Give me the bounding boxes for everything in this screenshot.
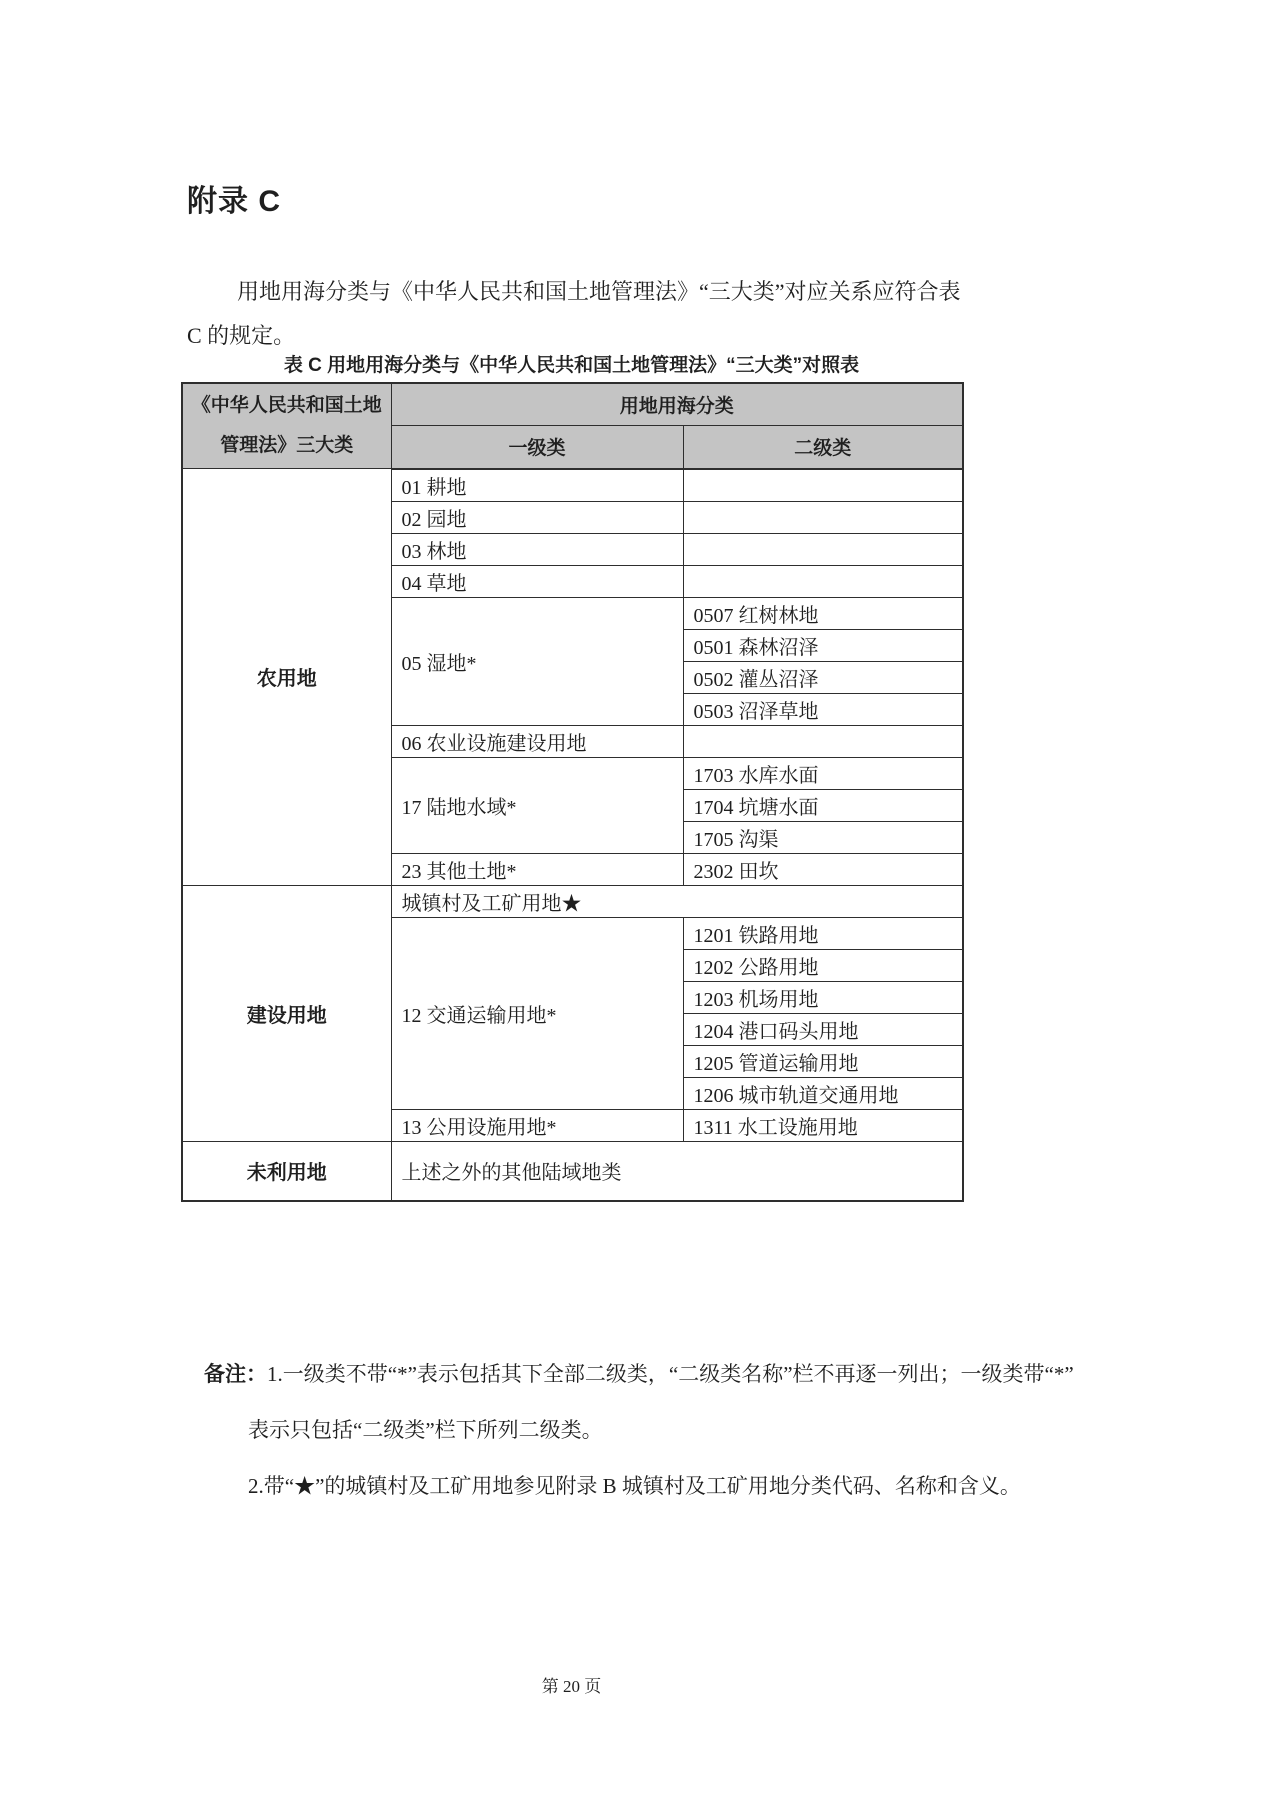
secondary-class-cell: 1203 机场用地 [683,981,963,1013]
category-cell-unused: 未利用地 [182,1141,391,1201]
intro-line-2: C 的规定。 [187,323,296,348]
secondary-class-cell: 1311 水工设施用地 [683,1109,963,1141]
secondary-class-cell-empty [683,533,963,565]
primary-class-cell: 17 陆地水域* [391,757,683,853]
note-line-2: 表示只包括“二级类”栏下所列二级类。 [248,1418,603,1442]
comparison-table [181,382,964,1202]
secondary-class-cell: 0507 红树林地 [683,597,963,629]
secondary-class-cell-empty [683,469,963,502]
primary-class-cell: 03 林地 [391,533,683,565]
secondary-class-cell: 0502 灌丛沼泽 [683,661,963,693]
category-cell-construction: 建设用地 [182,885,391,1141]
intro-line-1: 用地用海分类与《中华人民共和国土地管理法》“三大类”对应关系应符合表 [237,279,961,304]
primary-class-cell: 06 农业设施建设用地 [391,725,683,757]
secondary-class-cell: 1204 港口码头用地 [683,1013,963,1045]
table-row [182,1141,963,1201]
note-line-1-text: 1.一级类不带“*”表示包括其下全部二级类，“二级类名称”栏不再逐一列出；一级类带“*” [267,1362,1074,1386]
header-cell-three-categories: 《中华人民共和国土地管理法》三大类 [182,383,391,469]
primary-class-cell: 01 耕地 [391,469,683,502]
table-header-row-1 [182,383,963,426]
secondary-class-cell: 1705 沟渠 [683,821,963,853]
header-cell-secondary-class: 二级类 [683,426,963,469]
secondary-class-cell-empty [683,501,963,533]
secondary-class-cell: 1201 铁路用地 [683,917,963,949]
page-number: 第 20 页 [541,1677,602,1696]
unused-content-cell: 上述之外的其他陆域地类 [391,1141,963,1201]
table-row [182,469,963,502]
intro-paragraph [187,270,997,358]
note-line-1 [204,1358,1074,1390]
table-row [182,885,963,917]
notes-label: 备注： [204,1362,267,1386]
secondary-class-cell: 1704 坑塘水面 [683,789,963,821]
header-cell-primary-class: 一级类 [391,426,683,469]
secondary-class-cell: 1202 公路用地 [683,949,963,981]
secondary-class-cell: 1703 水库水面 [683,757,963,789]
primary-class-cell: 12 交通运输用地* [391,917,683,1109]
primary-class-cell-urban: 城镇村及工矿用地★ [391,885,963,917]
category-cell-agricultural: 农用地 [182,469,391,886]
secondary-class-cell: 0503 沼泽草地 [683,693,963,725]
secondary-class-cell: 0501 森林沼泽 [683,629,963,661]
secondary-class-cell: 1206 城市轨道交通用地 [683,1077,963,1109]
secondary-class-cell: 1205 管道运输用地 [683,1045,963,1077]
primary-class-cell: 05 湿地* [391,597,683,725]
primary-class-cell: 04 草地 [391,565,683,597]
secondary-class-cell: 2302 田坎 [683,853,963,885]
secondary-class-cell-empty [683,565,963,597]
secondary-class-cell-empty [683,725,963,757]
note-line-3: 2.带“★”的城镇村及工矿用地参见附录 B 城镇村及工矿用地分类代码、名称和含义。 [248,1474,1021,1498]
primary-class-cell: 02 园地 [391,501,683,533]
primary-class-cell: 13 公用设施用地* [391,1109,683,1141]
notes-block [204,1358,1074,1526]
table-caption: 表 C 用地用海分类与《中华人民共和国土地管理法》“三大类”对照表 [283,355,860,376]
header-cell-classification-group: 用地用海分类 [391,383,963,426]
page-title: 附录 C [187,185,281,218]
primary-class-cell: 23 其他土地* [391,853,683,885]
